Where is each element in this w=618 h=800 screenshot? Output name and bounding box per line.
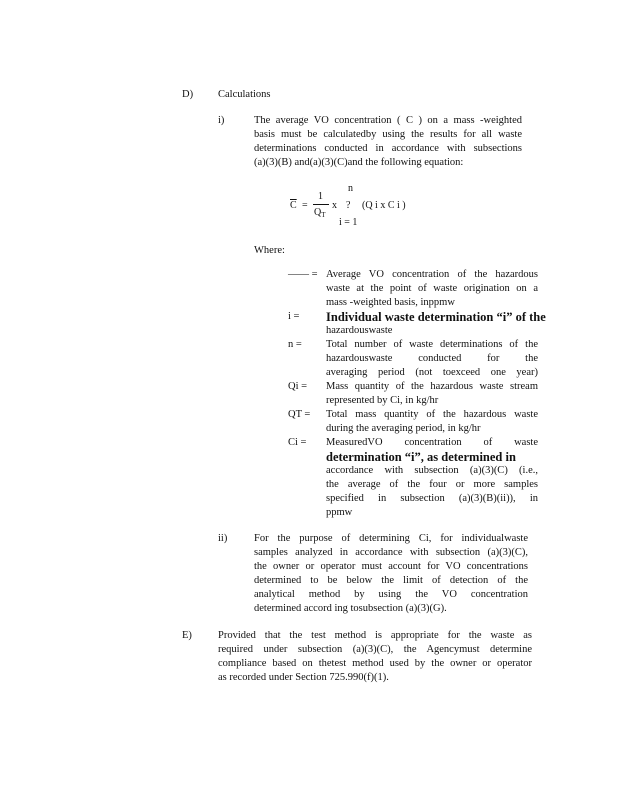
section-d-title: Calculations bbox=[218, 89, 271, 100]
section-e-label: E) bbox=[182, 630, 192, 641]
item-i-line: (a)(3)(B) and(a)(3)(C)and the following equation: bbox=[254, 157, 464, 168]
eq-term: (Q i x C i ) bbox=[362, 200, 406, 211]
definition-symbol: Ci = bbox=[288, 437, 307, 448]
eq-c-bar: $\overline{C}$ bbox=[290, 200, 297, 211]
item-ii-line: determined to be below the limit of detection of the bbox=[254, 575, 528, 586]
section-e-line: compliance based on thetest method used by the owner or operator bbox=[218, 658, 532, 669]
item-i-line: determinations conducted in accordance with subsections bbox=[254, 143, 522, 154]
item-ii-line: analytical method by using the VO concentration bbox=[254, 589, 528, 600]
definition-symbol: Qi = bbox=[288, 381, 308, 392]
eq-numerator: 1 bbox=[318, 191, 323, 202]
definition-text: Average VO concentration of the hazardous waste at the point of waste origination on a mass -weighted basis, inppmw bbox=[326, 269, 538, 308]
section-e-line: required under subsection (a)(3)(C), the Agencymust determine bbox=[218, 644, 532, 655]
definition-text: Total number of waste determinations of the hazardouswaste conducted for the averaging period (not toexceed one year) bbox=[326, 339, 538, 378]
item-ii-paragraph bbox=[254, 532, 528, 616]
definition-text: MeasuredVO concentration of waste determination “i”, as determined in accordance with subsection (a)(3)(C) (i.e., the average of the four or more samples specified in subsection (a)(3)(B)(ii)), in ppmw bbox=[326, 437, 538, 518]
where-label: Where: bbox=[254, 245, 285, 256]
section-d-label: D) bbox=[182, 89, 194, 100]
definition-symbol: QT = bbox=[288, 409, 311, 420]
section-e-paragraph bbox=[218, 629, 532, 685]
item-ii-line: samples analyzed in accordance with subsection (a)(3)(C), bbox=[254, 547, 528, 558]
section-e-line: as recorded under Section 725.990(f)(1). bbox=[218, 672, 389, 683]
item-i-label: i) bbox=[218, 115, 225, 126]
item-ii-line: determined accord ing tosubsection (a)(3)(G). bbox=[254, 603, 447, 614]
eq-times: x bbox=[332, 200, 337, 211]
item-i-paragraph bbox=[254, 114, 522, 170]
definition-text: Total mass quantity of the hazardous waste during the averaging period, in kg/hr bbox=[326, 409, 538, 434]
definition-symbol: n = bbox=[288, 339, 302, 350]
section-e-line: Provided that the test method is appropriate for the waste as bbox=[218, 630, 532, 641]
eq-fraction-line bbox=[313, 204, 329, 205]
item-ii-label: ii) bbox=[218, 533, 228, 544]
eq-equals: = bbox=[302, 200, 308, 211]
item-ii-line: the owner or operator must account for VO concentrations bbox=[254, 561, 528, 572]
eq-sum-symbol: ? bbox=[346, 200, 351, 211]
eq-lower-limit: i = 1 bbox=[339, 217, 358, 228]
item-ii-line: For the purpose of determining Ci, for individualwaste bbox=[254, 533, 528, 544]
item-i-line: The average VO concentration ( C ) on a mass -weighted bbox=[254, 115, 522, 126]
eq-upper-limit: n bbox=[348, 183, 353, 194]
definition-symbol: —— = bbox=[288, 269, 318, 280]
eq-denominator: $Q_T$ bbox=[314, 207, 326, 219]
definition-text: Individual waste determination “i” of the hazardouswaste bbox=[326, 310, 546, 336]
item-i-line: basis must be calculatedby using the results for all waste bbox=[254, 129, 522, 140]
definition-symbol: i = bbox=[288, 311, 300, 322]
definition-text: Mass quantity of the hazardous waste stream represented by Ci, in kg/hr bbox=[326, 381, 538, 406]
